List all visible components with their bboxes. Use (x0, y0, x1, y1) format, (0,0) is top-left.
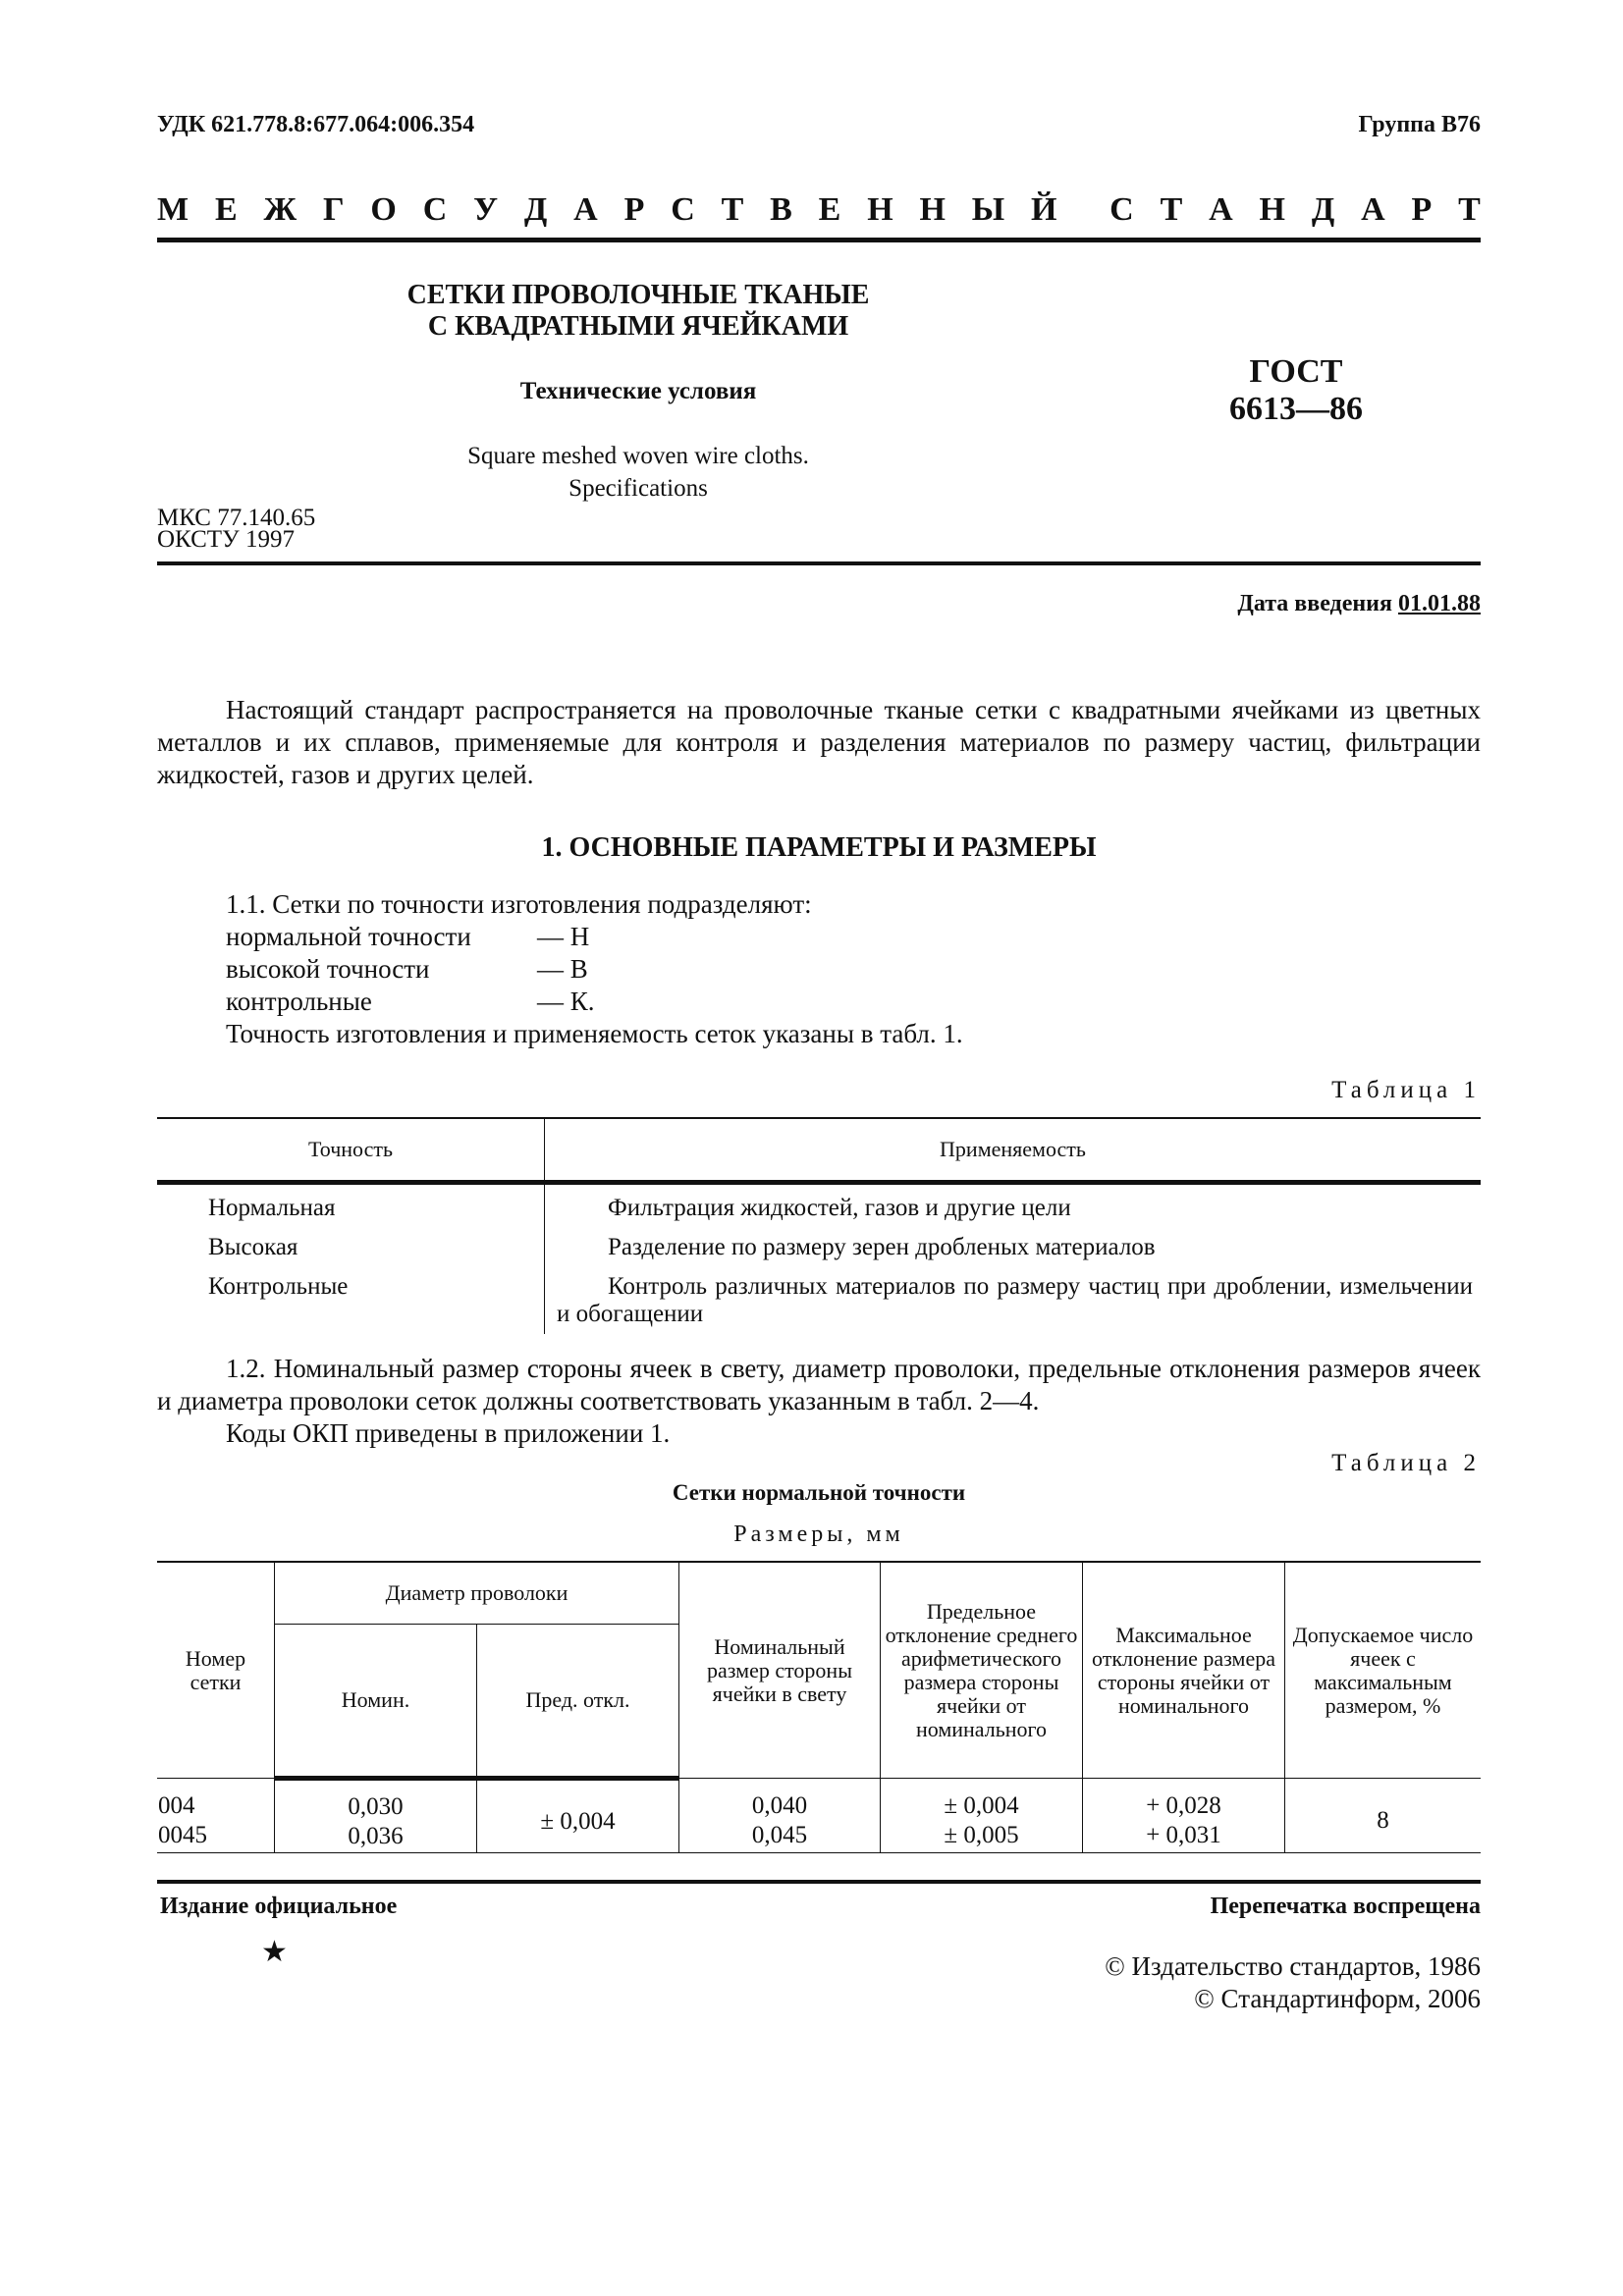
mks-code: МКС 77.140.65 (157, 505, 316, 531)
table-2 (157, 1561, 1481, 1853)
accuracy-class-list (157, 921, 1481, 1018)
document-title (324, 280, 952, 343)
heading-letter: Т (721, 191, 744, 228)
intro-paragraph: Настоящий стандарт распространяется на проволочные тканые сетки с квадратными ячейками из цветных металлов и их сплавов, применяемые для контроля и разделения материалов по размеру частиц, фильтрации жидкостей, газов и других целей. (157, 695, 1481, 789)
copyright-1986: © Издательство стандартов, 1986 (1105, 1951, 1481, 1981)
header-nominal-side: Номинальный размер стороны ячейки в свету (679, 1562, 881, 1779)
reprint-notice: Перепечатка воспрещена (1210, 1894, 1481, 1919)
heading-letter: М (157, 191, 189, 228)
standard-type-heading (157, 191, 1481, 229)
gost-label: ГОСТ (1249, 353, 1343, 390)
table-1-label: Таблица 1 (1331, 1077, 1481, 1103)
group-code: Группа В76 (1358, 112, 1481, 137)
table-2-caption: Сетки нормальной точности (672, 1480, 966, 1505)
date-value: 01.01.88 (1398, 591, 1481, 616)
heading-letter: А (573, 191, 598, 228)
heading-letter: Р (1411, 191, 1433, 228)
paragraph-1-1: 1.1. Сетки по точности изготовления подразделяют: (226, 889, 812, 919)
table-1-header-use: Применяемость (545, 1118, 1482, 1183)
title-line-2: С КВАДРАТНЫМИ ЯЧЕЙКАМИ (427, 311, 849, 342)
star-icon: ★ (261, 1936, 288, 1968)
table-2-units: Размеры, мм (733, 1522, 904, 1547)
date-label: Дата введения (1237, 591, 1392, 616)
okstu-code: ОКСТУ 1997 (157, 526, 296, 553)
heading-letter: А (1361, 191, 1385, 228)
section-1-2 (157, 1353, 1481, 1450)
table-1 (157, 1117, 1481, 1334)
copyright-2006: © Стандартинформ, 2006 (1194, 1984, 1481, 2013)
heading-letter: С (671, 191, 695, 228)
document-subtitle: Технические условия (519, 378, 757, 404)
header-wire-deviation: Пред. откл. (477, 1625, 679, 1779)
header-allowed-count: Допускаемое число ячеек с максимальным размером, % (1285, 1562, 1482, 1779)
heading-letter: Е (818, 191, 841, 228)
table-row: 004 0045 0,030 0,036 ± 0,004 0,040 0,045 ± 0,004 ± 0,005 + 0,028 + 0,031 8 (157, 1779, 1481, 1853)
english-title (324, 440, 952, 505)
header-mesh-number: Номер сетки (157, 1562, 275, 1779)
paragraph-1-1-end: Точность изготовления и применяемость сеток указаны в табл. 1. (226, 1019, 963, 1048)
table-row: Высокая Разделение по размеру зерен дробленых материалов (157, 1222, 1481, 1261)
heading-letter: Ж (263, 191, 298, 228)
english-title-line-1: Square meshed woven wire cloths. (467, 443, 809, 469)
heading-letter: Й (1031, 191, 1057, 228)
heading-letter: Ы (971, 191, 1005, 228)
heading-letter: Н (867, 191, 893, 228)
heading-letter: Д (1311, 191, 1335, 228)
heading-letter: Т (1160, 191, 1183, 228)
header-rule (157, 238, 1481, 242)
heading-letter: С (1109, 191, 1134, 228)
heading-letter: Т (1458, 191, 1481, 228)
header-wire-nominal: Номин. (275, 1625, 477, 1779)
accuracy-class-item: нормальной точности — Н (226, 922, 590, 951)
heading-letter: Г (322, 191, 345, 228)
accuracy-class-item: высокой точности — В (226, 954, 588, 984)
heading-letter: Е (214, 191, 238, 228)
header-wire-diameter: Диаметр проволоки (275, 1562, 679, 1625)
heading-letter: У (473, 191, 499, 228)
table-row: Контрольные Контроль различных материалов по размеру частиц при дроблении, измельчении и обогащении (157, 1261, 1481, 1334)
table-1-header-accuracy: Точность (157, 1118, 545, 1183)
table-row: Нормальная Фильтрация жидкостей, газов и другие цели (157, 1183, 1481, 1223)
heading-letter: В (770, 191, 792, 228)
introduction-date (1237, 591, 1481, 617)
heading-letter: Д (523, 191, 548, 228)
paragraph-1-2: 1.2. Номинальный размер стороны ячеек в свету, диаметр проволоки, предельные отклонения размеров ячеек и диаметра проволоки сеток должны соответствовать указанным в табл. 2—4. (157, 1354, 1481, 1415)
section-heading: 1. ОСНОВНЫЕ ПАРАМЕТРЫ И РАЗМЕРЫ (541, 832, 1097, 863)
udk-code: УДК 621.778.8:677.064:006.354 (157, 112, 475, 137)
header-max-deviation: Максимальное отклонение размера стороны ячейки от номинального (1083, 1562, 1285, 1779)
gost-designation (1149, 353, 1443, 428)
heading-letter: Р (623, 191, 645, 228)
gost-number: 6613—86 (1229, 391, 1363, 427)
heading-letter: А (1209, 191, 1233, 228)
heading-letter: Н (919, 191, 946, 228)
header-limit-deviation: Предельное отклонение среднего арифметического размера стороны ячейки от номинального (881, 1562, 1083, 1779)
heading-letter: С (422, 191, 448, 228)
copyright-block (1105, 1950, 1481, 2015)
heading-letter: О (370, 191, 397, 228)
english-title-line-2: Specifications (568, 475, 708, 502)
section-1-1 (157, 888, 1481, 1050)
classification-codes (157, 507, 315, 551)
footer-rule (157, 1880, 1481, 1884)
heading-letter: Н (1259, 191, 1285, 228)
accuracy-class-item: контрольные — К. (226, 987, 595, 1016)
table-2-label: Таблица 2 (1331, 1450, 1481, 1476)
okp-reference: Коды ОКП приведены в приложении 1. (226, 1418, 671, 1448)
official-edition: Издание официальное (160, 1894, 398, 1919)
title-line-1: СЕТКИ ПРОВОЛОЧНЫЕ ТКАНЫЕ (406, 280, 870, 310)
title-rule (157, 561, 1481, 565)
